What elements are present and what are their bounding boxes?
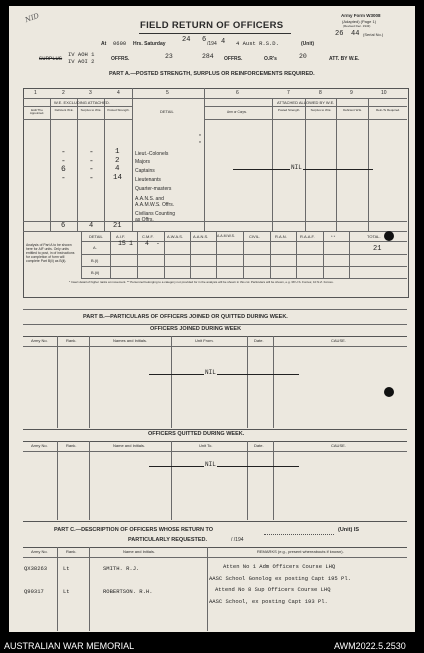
archive-ref: AWM2022.5.2530 xyxy=(334,641,406,651)
joined-table xyxy=(23,336,407,430)
detail-total-value: 21 xyxy=(373,245,382,253)
offrs-value: 23 xyxy=(165,53,173,60)
we-row-2: IV AOI 2 xyxy=(68,58,95,65)
part-a-title: PART A.—POSTED STRENGTH, SURPLUS OR REINFORCEMENTS REQUIRED. xyxy=(109,71,315,77)
form-sheet xyxy=(9,6,415,632)
deficient-value: - xyxy=(61,174,66,183)
detail-col-header: C.M.F. xyxy=(142,234,154,239)
posted-value: 14 xyxy=(113,174,123,182)
detail-row-label: B.(i) xyxy=(91,258,99,263)
total-deficient: 6 xyxy=(61,222,66,230)
nil-marker: NIL xyxy=(291,164,302,171)
we-excluding-header: W.E. EXCLUDING ATTACHED. xyxy=(54,100,110,105)
cmf-value-2: - xyxy=(156,240,160,247)
rank-label: Civilians Counting xyxy=(135,211,176,217)
part-c-req-date: / /194 xyxy=(231,537,244,543)
joined-header: Date. xyxy=(254,338,264,343)
unit-label: (Unit) xyxy=(301,41,315,47)
detail-header: DETAIL xyxy=(160,109,174,114)
detail-col-header: R.A.N. xyxy=(275,234,287,239)
right-header: Rein-Ts Required. xyxy=(375,108,400,112)
detail-col-header: A.A.M.W.S. xyxy=(217,234,235,238)
col-number: 9 xyxy=(350,90,353,96)
form-adapted: (Adapted) (Page 1) xyxy=(342,19,377,24)
officer-remark: Atten No 1 Adm Officers Course LHQ xyxy=(223,563,336,570)
rank-label: A.A.M.W.S. Offrs. xyxy=(135,202,175,208)
col-number: 10 xyxy=(381,90,387,96)
officer-rank: Lt xyxy=(63,588,70,595)
rank-label: as Offrs. xyxy=(135,217,154,223)
aif-value: 15 xyxy=(118,240,126,247)
officer-remark: Attend No 8 Sup Officers Course LHQ xyxy=(215,586,331,593)
quitted-header: Date. xyxy=(254,443,264,448)
we-row-1: IV AOH 1 xyxy=(68,51,95,58)
rank-label: Majors xyxy=(135,159,151,165)
quitted-nil: NIL xyxy=(205,461,216,468)
part-c-header: Rank. xyxy=(66,549,77,554)
left-header: Deficient W.E. xyxy=(54,108,74,112)
form-title: FIELD RETURN OF OFFICERS xyxy=(140,20,284,31)
total-surplus: 4 xyxy=(89,222,94,230)
part-c-header: Name and Initials. xyxy=(123,549,156,554)
detail-row-label: A. xyxy=(93,245,97,250)
hrs-label: Hrs. Saturday xyxy=(133,41,166,47)
form-edition: (Revised Dec. 1943) xyxy=(343,24,371,28)
part-c-header: Army No. xyxy=(31,549,48,554)
star-mark: * xyxy=(199,141,201,147)
part-c-unit-is: (Unit) IS xyxy=(338,527,360,533)
right-header: Posted Strength. xyxy=(277,108,301,112)
joined-header: CAUSE. xyxy=(331,338,346,343)
date-month: 6 xyxy=(202,36,207,44)
officer-army-no: Q90317 xyxy=(24,588,44,595)
quitted-header: CAUSE. xyxy=(331,443,346,448)
aif-value-2: 1 xyxy=(129,240,133,247)
col-number: 6 xyxy=(236,90,239,96)
form-number: Army Form W3008 xyxy=(341,13,381,18)
left-header: Surplus to W.E. xyxy=(80,108,102,112)
quitted-nil-line xyxy=(149,466,299,467)
col-number: 4 xyxy=(117,90,120,96)
detail-col-header: A.I.F. xyxy=(116,234,126,239)
report-time: 0600 xyxy=(113,40,127,47)
col-number: 2 xyxy=(62,90,65,96)
ors-value: 284 xyxy=(202,53,214,60)
detail-grid-label: DETAIL xyxy=(89,234,103,239)
total-posted: 21 xyxy=(113,222,122,230)
col-number: 5 xyxy=(166,90,169,96)
rank-label: A.A.N.S. and xyxy=(135,196,164,202)
corner-mark: NID xyxy=(23,11,41,25)
surplus-value: - xyxy=(89,157,94,166)
star-mark: * xyxy=(199,134,201,140)
detail-col-header: A.A.N.S. xyxy=(193,234,209,239)
part-c-header: REMARKS (e.g., present whereabouts if known). xyxy=(257,549,344,554)
officer-name: ROBERTSON. R.H. xyxy=(103,588,153,595)
quitted-header: Name and Initials. xyxy=(113,443,146,448)
officer-remark: AASC School, ex posting Capt 193 Pl. xyxy=(209,598,328,605)
serial-b: 44 xyxy=(351,30,360,38)
officer-army-no: QX38263 xyxy=(24,565,48,572)
surplus-value: - xyxy=(89,174,94,183)
officer-rank: Lt xyxy=(63,565,70,572)
deficient-value: - xyxy=(61,148,66,157)
year-prefix: /194 xyxy=(207,41,217,47)
joined-header: Rank. xyxy=(66,338,77,343)
rank-label: Lieutenants xyxy=(135,177,161,183)
joined-title: OFFICERS JOINED DURING WEEK xyxy=(150,326,242,332)
nil-strike-line xyxy=(233,169,373,170)
unit-value: 4 Aust R.S.D. xyxy=(236,40,279,47)
att-label: ATT. BY W.E. xyxy=(329,56,360,62)
posted-value: 4 xyxy=(115,165,120,173)
left-header: Estb'The Appointed. xyxy=(29,108,45,115)
detail-row-label: B.(ii) xyxy=(91,270,100,275)
analysis-note: Analysis of Part A to be shown here for AIF units. Only units entitled to post, in of instructions for completion of form will complete Part B(ii) as B(ii). xyxy=(26,243,75,263)
date-year: 4 xyxy=(221,38,226,46)
officer-name: SMITH. R.J. xyxy=(103,565,140,572)
quitted-header: Unit To. xyxy=(199,443,213,448)
part-b-title: PART B.—PARTICULARS OF OFFICERS JOINED OR QUITTED DURING WEEK. xyxy=(83,314,288,320)
punch-hole xyxy=(384,387,394,397)
quitted-header: Rank. xyxy=(66,443,77,448)
quitted-header: Army No. xyxy=(31,443,48,448)
col-number: 1 xyxy=(34,90,37,96)
col-number: 8 xyxy=(319,90,322,96)
surplus-strikeout: SURPLUS xyxy=(39,55,63,62)
archive-name: AUSTRALIAN WAR MEMORIAL xyxy=(4,641,135,651)
right-header: Surplus to W.E. xyxy=(310,108,332,112)
joined-nil: NIL xyxy=(205,369,216,376)
at-label: At xyxy=(101,41,107,47)
detail-col-header: TOTAL. xyxy=(367,234,381,239)
surplus-value: - xyxy=(89,148,94,157)
surplus-value: - xyxy=(89,165,94,174)
offrs-label: OFFRS. xyxy=(111,56,130,62)
deficient-value: - xyxy=(61,157,66,166)
joined-header: Unit From. xyxy=(195,338,214,343)
joined-header: Names and Initials. xyxy=(113,338,148,343)
col-number: 3 xyxy=(89,90,92,96)
rank-label: Captains xyxy=(135,168,155,174)
right-header: Arm or Corps. xyxy=(227,110,247,114)
col-number: 7 xyxy=(287,90,290,96)
detail-col-header: * * xyxy=(331,234,336,239)
rank-label: Quarter-masters xyxy=(135,186,172,192)
left-header: Posted Strength. xyxy=(107,108,130,112)
right-header: Deficient W.E. xyxy=(343,108,362,112)
detail-col-header: R.A.A.F. xyxy=(300,234,315,239)
date-day: 24 xyxy=(182,36,191,44)
attached-allowed-header: ATTACHED ALLOWED BY W.E. xyxy=(277,100,335,105)
serial-a: 26 xyxy=(335,30,344,38)
posted-value: 1 xyxy=(115,148,120,156)
ors-offrs-label: OFFRS. xyxy=(224,56,243,62)
detail-col-header: A.W.A.S. xyxy=(167,234,184,239)
att-value: 20 xyxy=(299,53,307,60)
archive-footer xyxy=(0,638,424,653)
ors-label: O.R's xyxy=(264,56,277,62)
posted-value: 2 xyxy=(115,157,120,165)
serial-label: (Serial No.) xyxy=(363,32,384,37)
joined-header: Army No. xyxy=(31,338,48,343)
quitted-table xyxy=(23,441,407,522)
punch-hole xyxy=(384,231,394,241)
quitted-title: OFFICERS QUITTED DURING WEEK. xyxy=(148,431,245,437)
part-c-requested: PARTICULARLY REQUESTED. xyxy=(128,537,208,543)
part-a-footnotes: * Insert detail of higher ranks at movement. ** Personnel belonging to a category not provided for in the analysis will be shown in this col. Particulars will be shown, e.g. 38 U.S. Forces; 10 N.Z. Forces. xyxy=(69,280,334,284)
cmf-value: 4 xyxy=(145,240,149,247)
detail-col-header: CIVIL. xyxy=(249,234,261,239)
deficient-value: 6 xyxy=(61,165,66,174)
part-c-title: PART C.—DESCRIPTION OF OFFICERS WHOSE RETURN TO xyxy=(54,527,213,533)
joined-nil-line xyxy=(149,374,299,375)
rank-label: Lieut.-Colonels xyxy=(135,151,169,157)
officer-remark: AASC School Gonolog ex posting Capt 195 Pl. xyxy=(209,575,351,582)
